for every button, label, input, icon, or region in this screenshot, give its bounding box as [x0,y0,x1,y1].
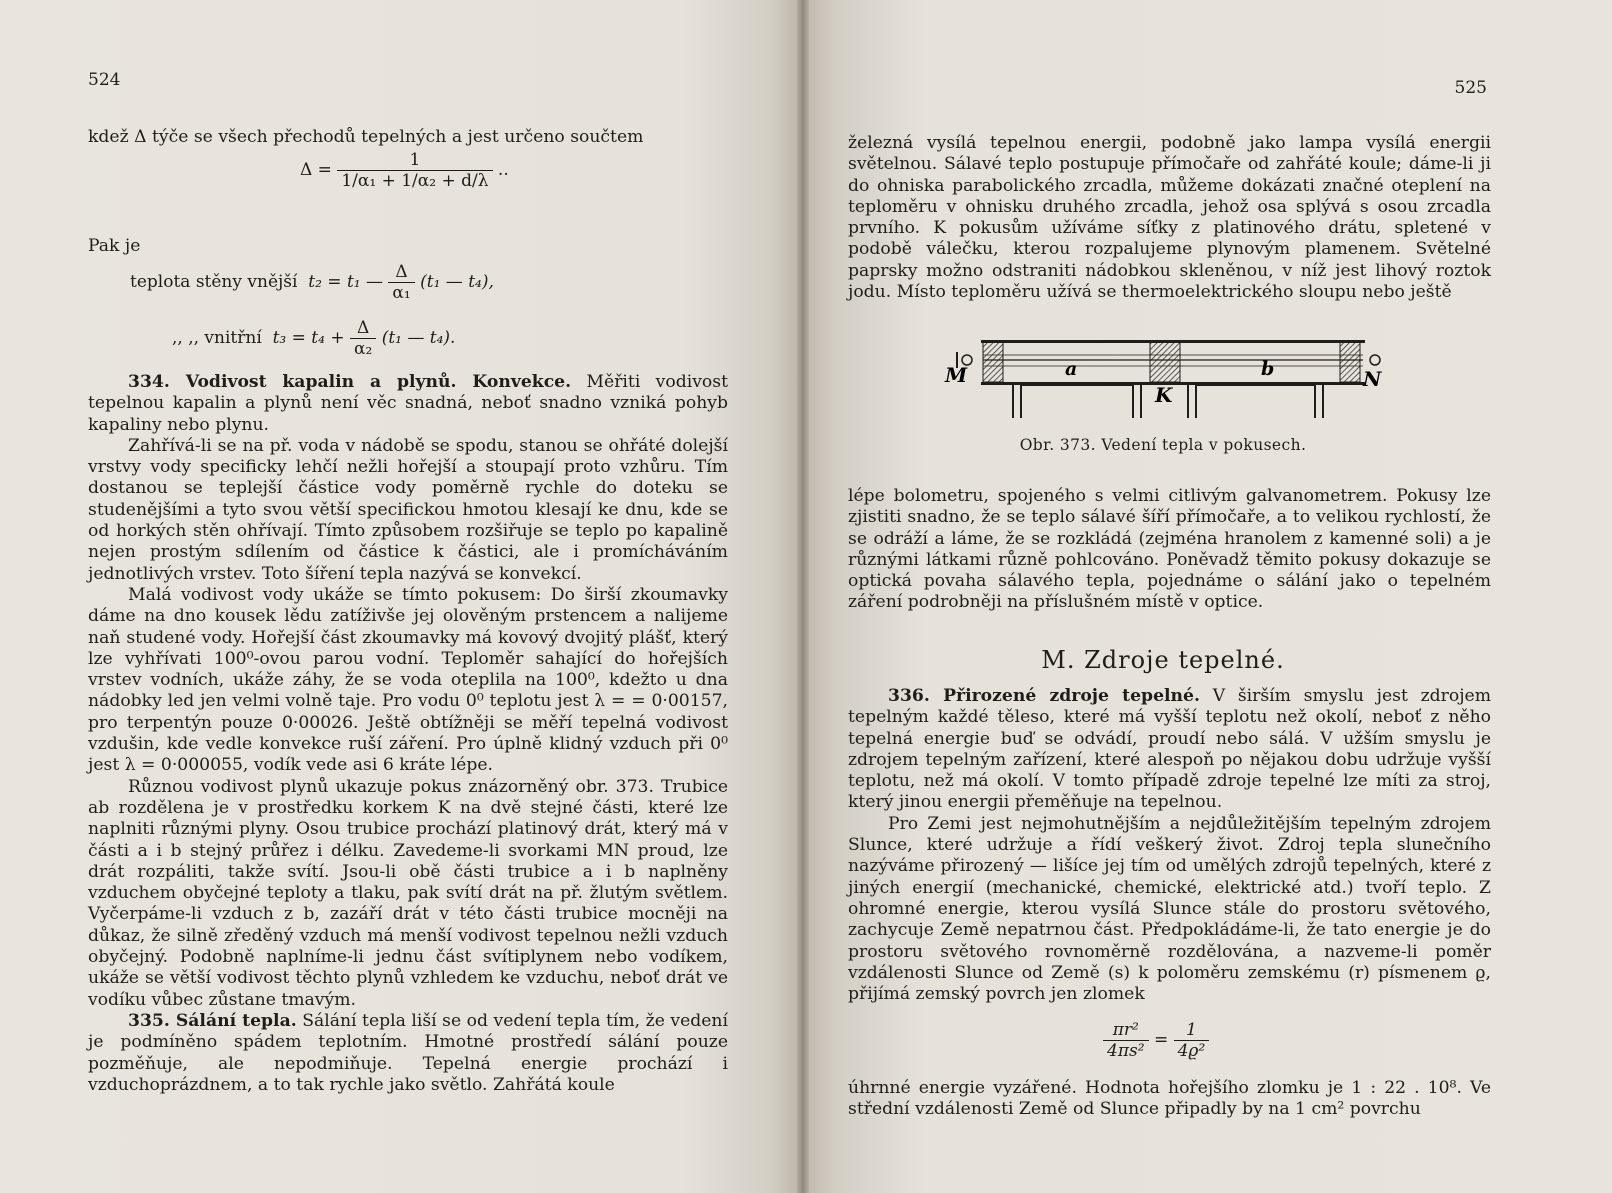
eq-delta-trail: .. [497,160,509,180]
section-334-paragraph-1 [88,372,728,436]
right-page [803,0,1612,1193]
section-335-text-1: Sálání tepla liší se od vedení tepla tím, že vedení je podmíněno spádem teplotním. Hmotné prostředí sálání pouze pozměňuje, ale nepodmiňuje. Tepelná energie prochází i vzduchoprázdnem, a to tak rychle jako světlo. Zahřátá koule [88,1010,728,1095]
section-336-paragraph-1 [848,686,1491,814]
right-paragraph-2: lépe bolometru, spojeného s velmi citlivým galvanometrem. Pokusy lze zjistiti snadno, že se teplo sálavé šíří přímočaře, a to velikou rychlostí, že se odráží a láme, že se rozkládá (zejména hranolem z kamenné soli) a je různými látkami různě pohlcováno. Poněvadž těmito pokusy dokazuje se optická povaha sálavého tepla, pojednáme o sálání jako o tepelném záření podrobněji na příslušném místě v optice. [848,486,1491,613]
section-title: M. Zdroje tepelné. [1041,646,1285,674]
book-gutter [797,0,809,1193]
section-336-text-1: V širším smyslu jest zdrojem tepelným každé těleso, které má vyšší teplotu než okolí, neboť z něho tepelná energie buď se odvádí, proudí nebo sálá. V užším smyslu je zdrojem tepelným zařízení, které alespoň po nějakou dobu udržuje vyšší teplotu, než má okolí. V tomto případě zdroje tepelné lze míti za stroj, který jinou energii přeměňuje na tepelnou. [848,686,1491,813]
eq-outer-denominator: α₁ [392,283,411,303]
eq-inner-label: ,, ,, vnitřní [172,328,262,348]
right-paragraph-3: úhrnné energie vyzářené. Hodnota hořejšího zlomku je 1 : 22 . 10⁸. Ve střední vzdálenosti Země od Slunce připadly by na 1 cm² povrchu [848,1078,1491,1120]
section-335-paragraph-1 [88,1011,728,1096]
section-334-paragraph-4: Různou vodivost plynů ukazuje pokus znázorněný obr. 373. Trubice ab rozdělena je v prostředku korkem K na dvě stejné části, které lze naplniti různými plyny. Osou trubice prochází platinový drát, který má v části a i b stejný průřez i délku. Zavedeme-li svorkami MN proud, lze drát rozpáliti, takže svítí. Jsou-li obě části trubice a i b naplněny vzduchem obyčejné teploty a tlaku, pak svítí drát na př. žlutým světlem. Vyčerpáme-li vzduch z b, zazáří drát v této části trubice mocněji na důkaz, že silně zředěný vzduch má menší vodivost tepelnou nežli vzduch obyčejný. Podobně naplníme-li jednu část svítiplynem nebo vodíkem, ukáže se větší vodivost těchto plynů vzhledem ke vzduchu, neboť drát ve vodíku vůbec zůstane tmavým. [88,776,728,1010]
section-334-heading: 334. Vodivost kapalin a plynů. Konvekce. [128,372,572,392]
section-336-heading: 336. Přirozené zdroje tepelné. [888,686,1200,706]
section-336-paragraph-2: Pro Zemi jest nejmohutnějším a nejdůležitějším tepelným zdrojem Slunce, které udržuje a řídí veškerý život. Zdroj tepla slunečního nazýváme přirozený — lišíce jej tím od umělých zdrojů tepelných, které z jiných energií (mechanické, chemické, elektrické atd.) tvoří teplo. Z ohromné energie, kterou vysílá Slunce stále do prostoru světového, zachycuje Země nepatrnou část. Předpokládáme-li, že tato energie je do prostoru světového rovnoměrně rozdělována, a nazveme-li poměr vzdálenosti Slunce od Země (s) k poloměru zemskému (r) písmenem ϱ, přijímá zemský povrch jen zlomek [848,813,1491,1005]
eq-ratio-denominator-2: 4ϱ² [1177,1041,1206,1061]
eq-ratio-equals: = [1153,1030,1169,1050]
eq-outer-numerator: Δ [388,262,414,283]
eq-inner-numerator: Δ [350,318,376,339]
eq-outer-label: teplota stěny vnější [130,272,298,292]
eq-ratio-denominator-1: 4πs² [1107,1041,1145,1061]
eq-ratio-fraction-2 [1174,1020,1210,1061]
eq-delta-denominator: 1/α₁ + 1/α₂ + d/λ [341,171,489,191]
right-paragraph-1: železná vysílá tepelnou energii, podobně jako lampa vysílá energii světelnou. Sálavé teplo postupuje přímočaře od zahřáté koule; dáme-li ji do ohniska parabolického zrcadla, můžeme dokázati značné oteplení na teploměru v ohnisku druhého zrcadla, jehož osa splývá s osou zrcadla prvního. K pokusům užíváme síťky z platinového drátu, spletené v podobě válečku, kterou rozpalujeme plynovým plamenem. Světelné paprsky možno odstraniti nádobkou skleněnou, v níž jest lihový roztok jodu. Místo teploměru užívá se thermoelektrického sloupu nebo ještě [848,133,1491,303]
left-stopper [983,342,1003,382]
page-number-right: 525 [1454,78,1487,98]
figure-caption: Obr. 373. Vedení tepla v pokusech. [1019,436,1307,454]
eq-outer-expr: t₂ = t₁ — [308,272,383,292]
equation-ratio [1103,1020,1209,1061]
eq-delta-lhs: Δ = [300,160,332,180]
terminal-n-clamp [1370,355,1380,365]
label-a: a [1065,358,1078,380]
eq-delta-numerator: 1 [337,150,492,171]
eq-inner-fraction [350,318,376,359]
right-body-336 [848,686,1491,1005]
eq-inner-tail: (t₁ — t₄). [381,328,456,348]
equation-inner-wall [172,318,455,359]
eq-inner-expr: t₃ = t₄ + [272,328,345,348]
eq-ratio-fraction-1 [1103,1020,1149,1061]
intro-line: kdež Δ týče se všech přechodů tepelných a jest určeno součtem [88,127,644,147]
left-body [88,372,728,1096]
label-b: b [1261,358,1275,380]
eq-ratio-numerator-2: 1 [1174,1020,1210,1041]
page-number-left: 524 [88,70,121,90]
figure-373-apparatus [943,330,1383,430]
equation-delta [300,150,509,191]
section-335-heading: 335. Sálání tepla. [128,1010,297,1031]
stand-left [1013,385,1141,418]
label-m: M [945,363,968,387]
left-page [0,0,803,1193]
section-334-text-1: Měřiti vodivost tepelnou kapalin a plynů není věc snadná, neboť snadno vzniká pohyb kapaliny nebo plynu. [88,372,728,435]
label-k: K [1155,383,1173,407]
right-stopper [1340,342,1360,382]
cork-k [1150,342,1180,382]
label-n: N [1363,367,1382,391]
section-334-paragraph-3: Malá vodivost vody ukáže se tímto pokusem: Do širší zkoumavky dáme na dno kousek lědu zatíživše jej olověným prstencem a nalijeme naň studené vody. Hořejší část zkoumavky má kovový dvojitý plášť, který lze vyhřívati 100⁰-ovou parou vodní. Teploměr sahající do hořejších vrstev vodních, ukáže záhy, že se voda oteplila na 100⁰, kdežto u dna nádobky led jen velmi volně taje. Pro vodu 0⁰ teplotu jest λ = = 0·00157, pro terpentýn pouze 0·00026. Ještě obtížněji se měří tepelná vodivost vzdušin, kde vedle konvekce ruší záření. Pro úplně klidný vzduch při 0⁰ jest λ = 0·000055, vodík vede asi 6 kráte lépe. [88,584,728,776]
eq-ratio-numerator-1: πr² [1103,1020,1149,1041]
equation-outer-wall [130,262,494,303]
section-334-paragraph-2: Zahřívá-li se na př. voda v nádobě se spodu, stanou se ohřáté dolejší vrstvy vody specificky lehčí nežli hořejší a stoupají proto vzhůru. Tím dostanou se teplejší částice vody poměrně rychle do doteku se studenějšími a tyto svou větší specifickou hmotou klesají ke dnu, kde se od horkých stěn ohřívají. Tímto způsobem rozšiřuje se teplo po kapalině nejen prostým sdílením od částice k částici, ale i promícháváním jednotlivých vrstev. Toto šíření tepla nazývá se konvekcí. [88,435,728,584]
eq-inner-denominator: α₂ [353,339,373,359]
eq-outer-fraction [388,262,414,303]
stand-right [1188,385,1323,418]
eq-delta-fraction [337,150,492,191]
eq-outer-tail: (t₁ — t₄), [420,272,494,292]
pak-je: Pak je [88,236,141,256]
